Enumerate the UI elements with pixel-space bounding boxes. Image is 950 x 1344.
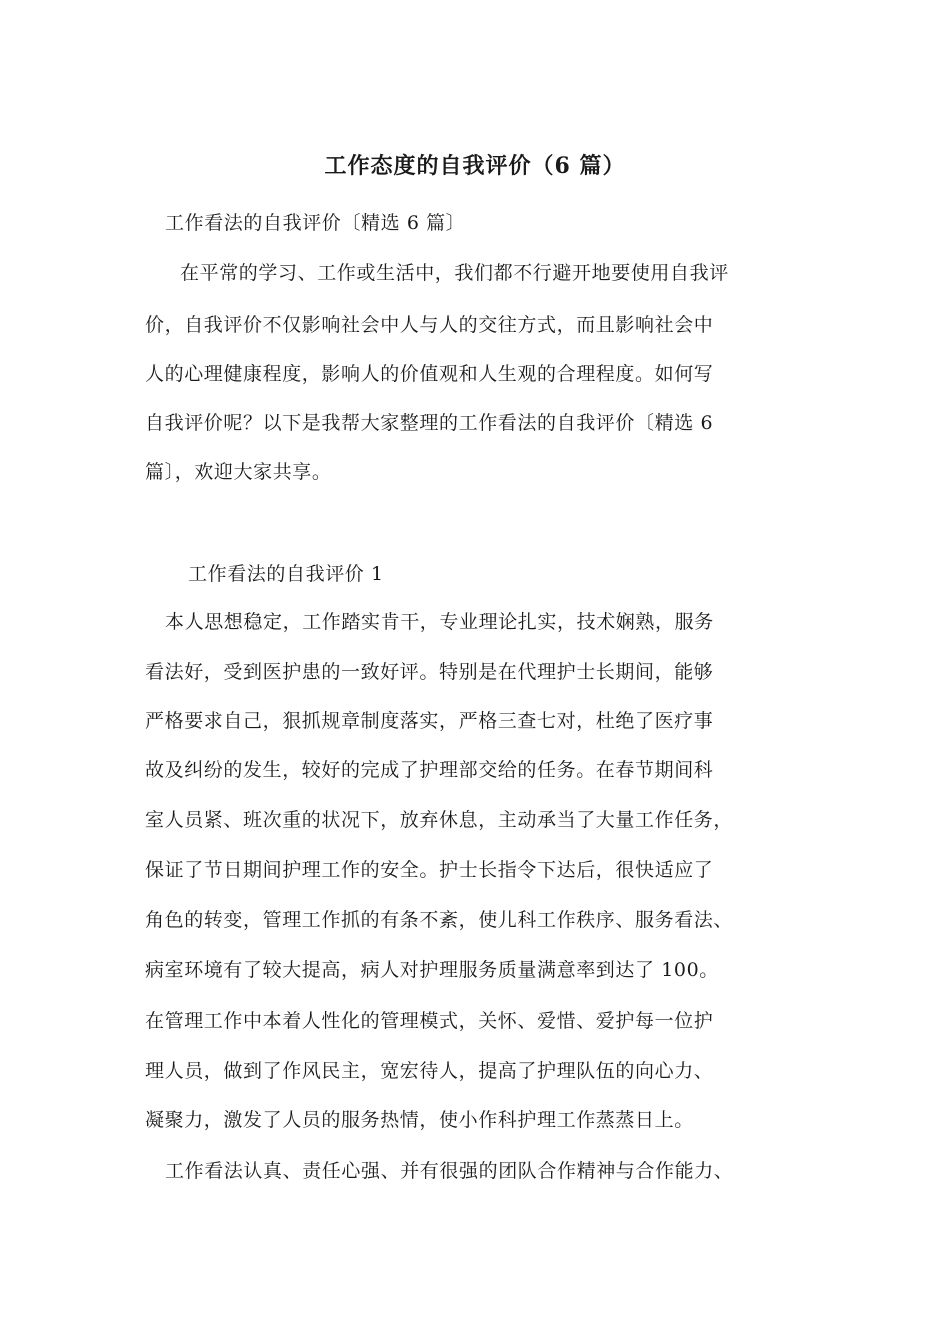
- paragraph-line: 在管理工作中本着人性化的管理模式，关怀、爱惜、爱护每一位护: [145, 1010, 714, 1032]
- paragraph-line: 本人思想稳定，工作踏实肯干，专业理论扎实，技术娴熟，服务: [165, 611, 714, 633]
- paragraph-line: 保证了节日期间护理工作的安全。护士长指令下达后，很快适应了: [145, 859, 714, 881]
- paragraph-line: 严格要求自己，狠抓规章制度落实，严格三查七对，杜绝了医疗事: [145, 710, 714, 732]
- paragraph-line: 在平常的学习、工作或生活中，我们都不行避开地要使用自我评: [180, 262, 729, 284]
- document-subtitle: 工作看法的自我评价〔精选 6 篇〕: [165, 212, 466, 234]
- paragraph-line: 理人员，做到了作风民主，宽宏待人，提高了护理队伍的向心力、: [145, 1060, 714, 1082]
- paragraph-line: 篇〕，欢迎大家共享。: [145, 461, 332, 483]
- paragraph-line: 看法好，受到医护患的一致好评。特别是在代理护士长期间，能够: [145, 661, 714, 683]
- paragraph-line: 凝聚力，激发了人员的服务热情，使小作科护理工作蒸蒸日上。: [145, 1109, 694, 1131]
- section-heading: 工作看法的自我评价 1: [188, 563, 384, 585]
- paragraph-line: 故及纠纷的发生，较好的完成了护理部交给的任务。在春节期间科: [145, 759, 714, 781]
- paragraph-line: 价，自我评价不仅影响社会中人与人的交往方式，而且影响社会中: [145, 314, 714, 336]
- paragraph-line: 人的心理健康程度，影响人的价值观和人生观的合理程度。如何写: [145, 363, 714, 385]
- paragraph-line: 工作看法认真、责任心强、并有很强的团队合作精神与合作能力、: [165, 1160, 734, 1182]
- paragraph-line: 病室环境有了较大提高，病人对护理服务质量满意率到达了 100。: [145, 959, 719, 981]
- paragraph-line: 角色的转变，管理工作抓的有条不紊，使儿科工作秩序、服务看法、: [145, 909, 734, 931]
- document-title: 工作态度的自我评价（6 篇）: [324, 153, 626, 179]
- paragraph-line: 室人员紧、班次重的状况下，放弃休息，主动承当了大量工作任务，: [145, 809, 734, 831]
- paragraph-line: 自我评价呢？以下是我帮大家整理的工作看法的自我评价〔精选 6: [145, 412, 714, 434]
